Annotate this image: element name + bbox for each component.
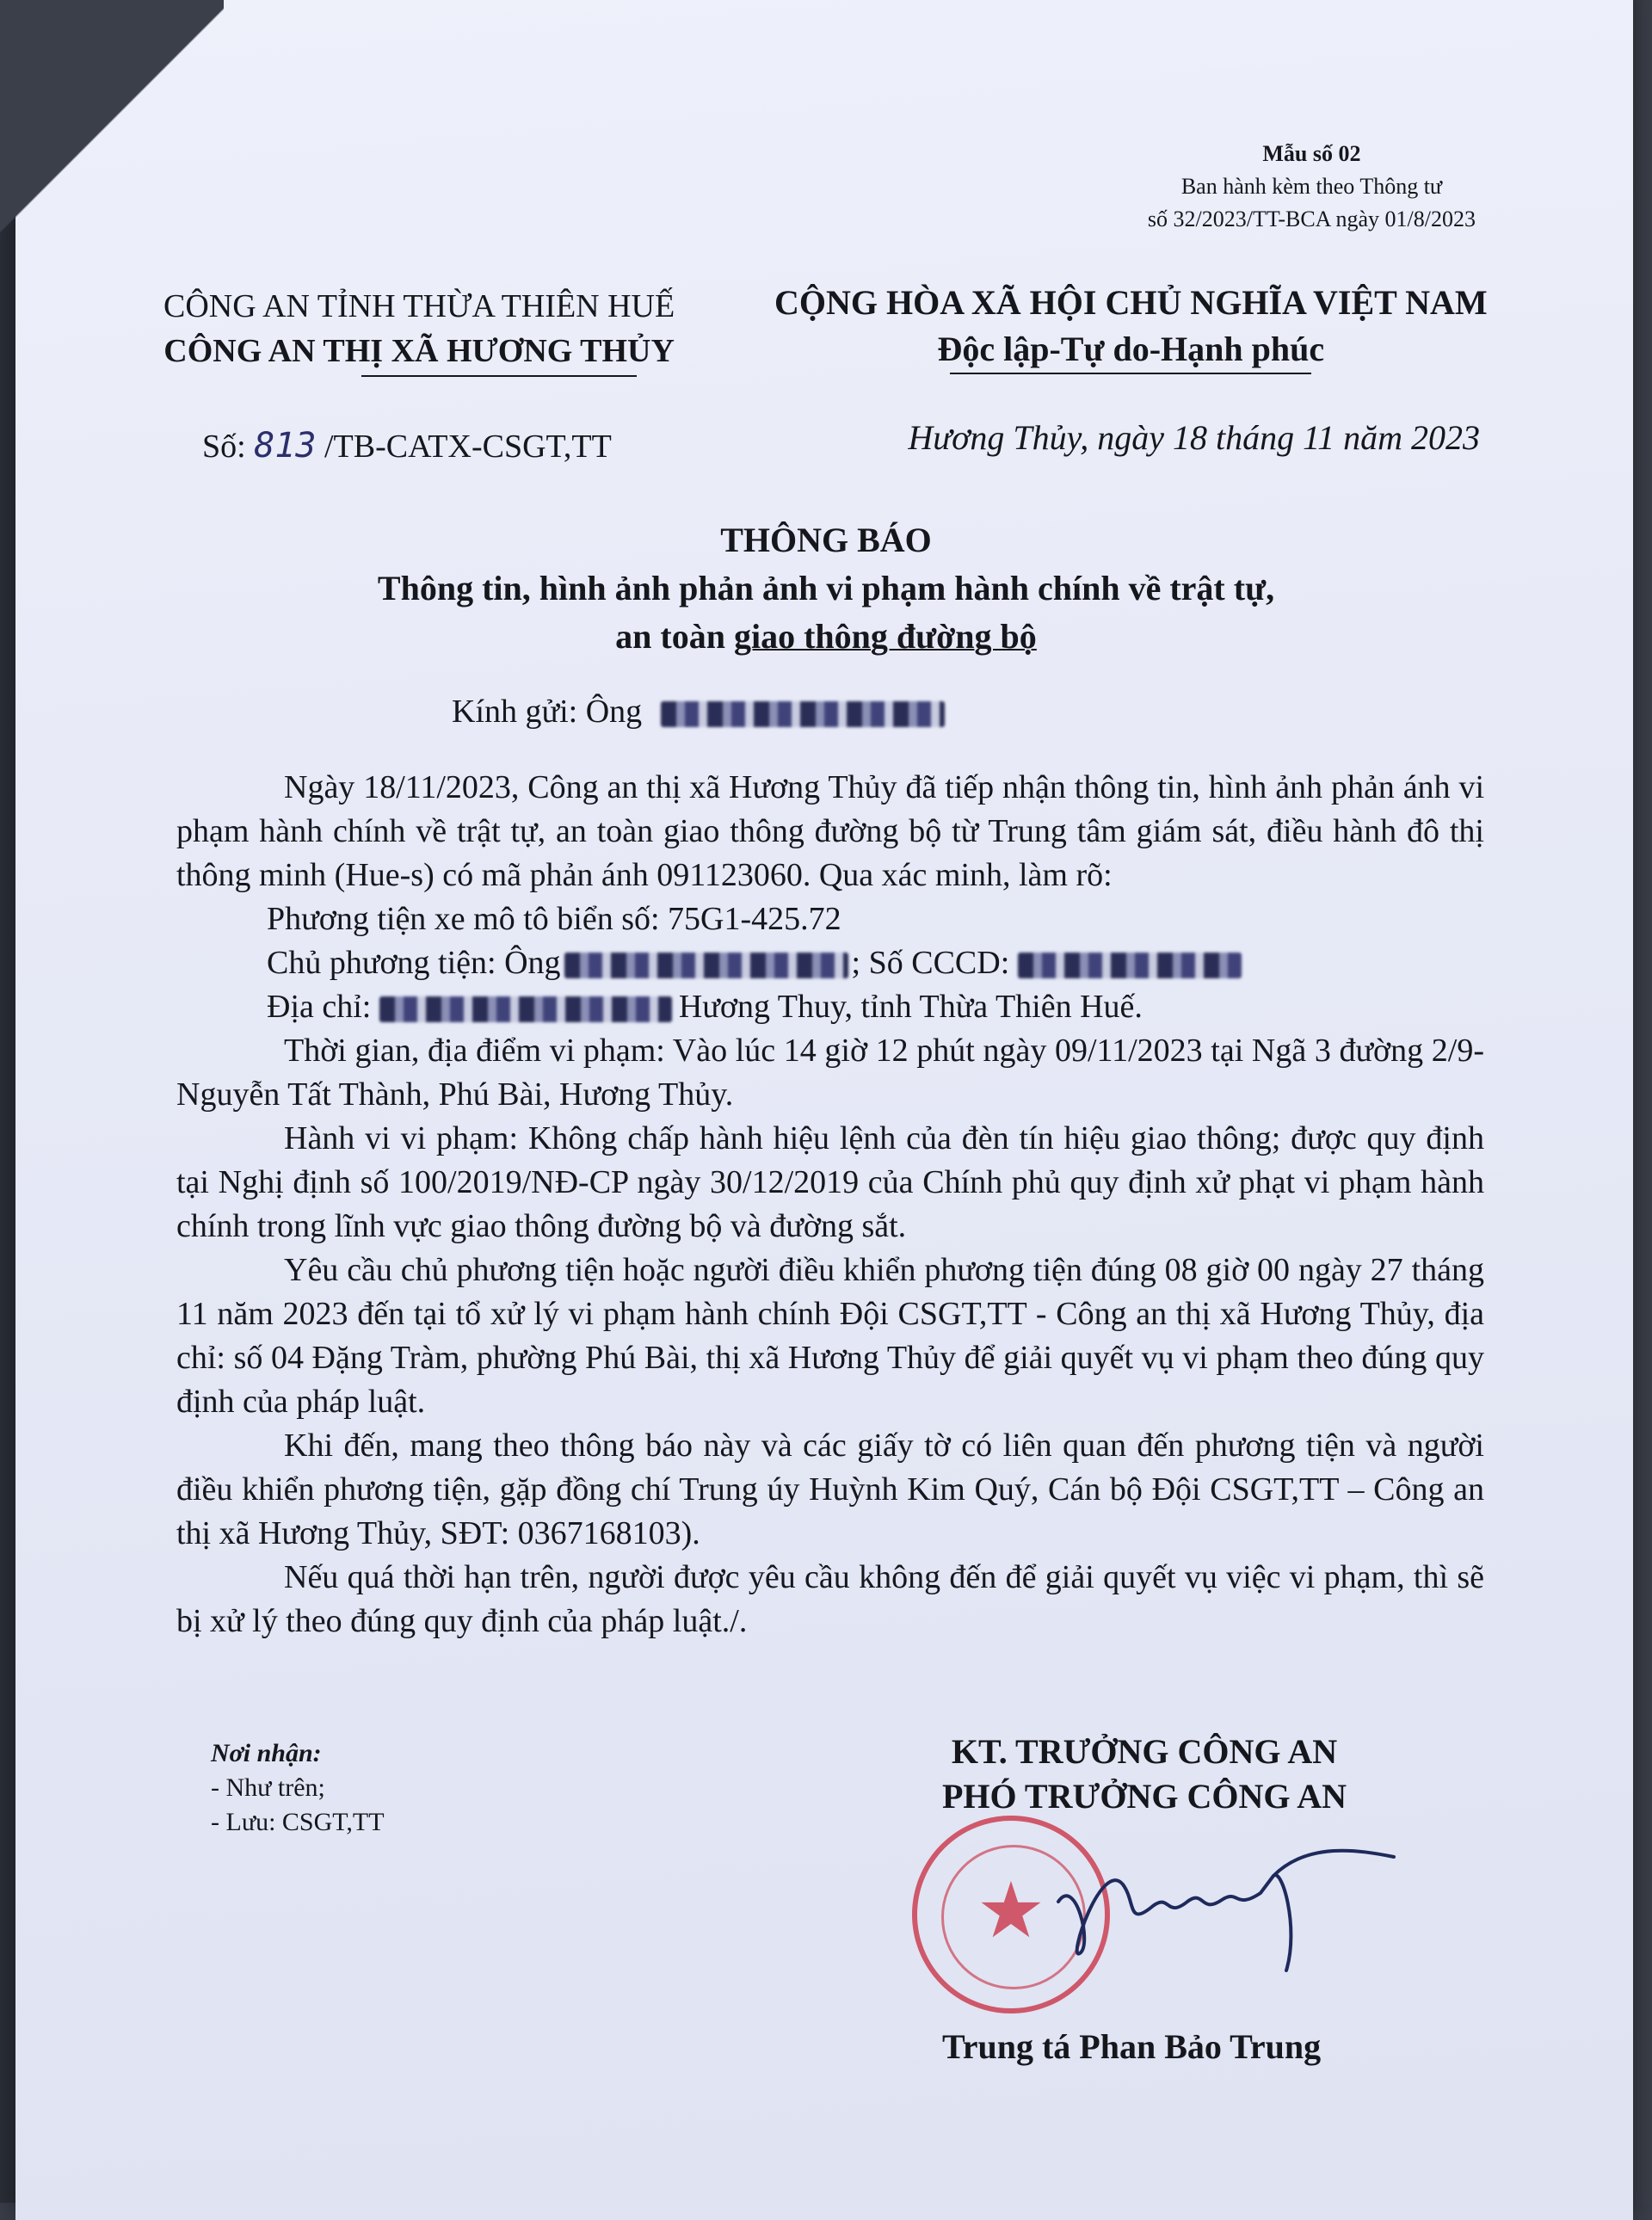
agency-header (163, 284, 675, 377)
handwritten-signature (1041, 1824, 1402, 1996)
signer-name: Trung tá Phan Bảo Trung (942, 2027, 1322, 2066)
recipient-label: Kính gửi: Ông (452, 694, 643, 730)
form-circular-number: số 32/2023/TT-BCA ngày 01/8/2023 (1147, 207, 1476, 231)
recipients-heading: Nơi nhận: (211, 1739, 322, 1767)
agency-parent: CÔNG AN TỈNH THỪA THIÊN HUẾ (163, 288, 675, 324)
recipient-item: - Như trên; (211, 1773, 325, 1802)
paragraph-request: Yêu cầu chủ phương tiện hoặc người điều khiển phương tiện đúng 08 giờ 00 ngày 27 tháng 11 năm 2023 đến tại tổ xử lý vi phạm hành chính Đội CSGT,TT - Công an thị xã Hương Thủy, địa chỉ: số 04 Đặng Tràm, phường Phú Bài, thị xã Hương Thủy để giải quyết vụ vi phạm theo đúng quy định của pháp luật. (176, 1252, 1484, 1420)
agency-name: CÔNG AN THỊ XÃ HƯƠNG THỦY (163, 333, 675, 369)
redacted-owner (564, 953, 848, 978)
document-body (176, 766, 1484, 1643)
subtitle-2a: an toàn (615, 617, 734, 656)
agency-underline (361, 375, 637, 377)
recipient-item: - Lưu: CSGT,TT (211, 1808, 385, 1836)
owner-address (176, 985, 1484, 1029)
form-number: Mẫu số 02 (1262, 141, 1361, 166)
doc-number-suffix: /TB-CATX-CSGT,TT (324, 429, 612, 465)
doc-number-handwritten: 813 (254, 426, 317, 466)
subtitle-2b: giao thông đường bộ (733, 617, 1037, 656)
recipient-line (452, 693, 945, 731)
cccd-label: ; Số CCCD: (851, 945, 1010, 981)
paragraph-bring-documents: Khi đến, mang theo thông báo này và các giấy tờ có liên quan đến phương tiện và người điều khiển phương tiện, gặp đồng chí Trung úy Huỳnh Kim Quý, Cán bộ Đội CSGT,TT – Công an thị xã Hương Thủy, SĐT: 0367168103). (176, 1428, 1484, 1551)
recipients-list (211, 1736, 385, 1840)
nation-motto: Độc lập-Tự do-Hạnh phúc (937, 330, 1325, 368)
motto-underline (950, 373, 1311, 374)
signature-line-1: KT. TRƯỞNG CÔNG AN (951, 1732, 1338, 1771)
paragraph-violation: Hành vi vi phạm: Không chấp hành hiệu lệnh của đèn tín hiệu giao thông; được quy định tại Nghị định số 100/2019/NĐ-CP ngày 30/12/2019 của Chính phủ quy định xử phạt vi phạm hành chính trong lĩnh vực giao thông đường bộ và đường sắt. (176, 1120, 1484, 1244)
document-subtitle-1: Thông tin, hình ảnh phản ảnh vi phạm hành chính về trật tự, (377, 569, 1275, 607)
redacted-name (661, 701, 945, 727)
paragraph-time-place: Thời gian, địa điểm vi phạm: Vào lúc 14 giờ 12 phút ngày 09/11/2023 tại Ngã 3 đường 2/9- Nguyễn Tất Thành, Phú Bài, Hương Thủy. (176, 1033, 1484, 1113)
signature-line-2: PHÓ TRƯỞNG CÔNG AN (941, 1777, 1347, 1816)
signature-title (929, 1730, 1359, 1819)
document-subtitle-2 (0, 613, 1652, 661)
national-header (774, 280, 1488, 374)
owner-label: Chủ phương tiện: Ông (267, 945, 561, 981)
redacted-cccd (1018, 953, 1242, 978)
address-label: Địa chỉ: (267, 989, 372, 1025)
seal-star-icon: ★ (976, 1865, 1046, 1956)
vehicle-plate: Phương tiện xe mô tô biển số: 75G1-425.72 (267, 901, 841, 937)
document-date: Hương Thủy, ngày 18 tháng 11 năm 2023 (908, 418, 1480, 457)
nation-name: CỘNG HÒA XÃ HỘI CHỦ NGHĨA VIỆT NAM (774, 283, 1488, 322)
form-reference (1148, 138, 1476, 236)
paper-fold-corner (0, 0, 224, 258)
vehicle-owner (176, 941, 1484, 985)
paragraph-overdue: Nếu quá thời hạn trên, người được yêu cầu không đến để giải quyết vụ việc vi phạm, thì sẽ bị xử lý theo đúng quy định của pháp luật./. (176, 1559, 1484, 1639)
address-tail: Hương Thuy, tỉnh Thừa Thiên Huế. (678, 989, 1143, 1025)
redacted-address (379, 996, 672, 1022)
document-number (202, 426, 612, 466)
document-title-block (0, 516, 1652, 661)
doc-number-prefix: Số: (202, 429, 246, 465)
form-issued-with: Ban hành kèm theo Thông tư (1180, 174, 1443, 199)
document-title: THÔNG BÁO (720, 521, 932, 559)
paragraph-intro: Ngày 18/11/2023, Công an thị xã Hương Thủy đã tiếp nhận thông tin, hình ảnh phản ánh vi phạm hành chính về trật tự, an toàn giao thông đường bộ từ Trung tâm giám sát, điều hành đô thị thông minh (Hue-s) có mã phản ánh 091123060. Qua xác minh, làm rõ: (176, 769, 1484, 893)
